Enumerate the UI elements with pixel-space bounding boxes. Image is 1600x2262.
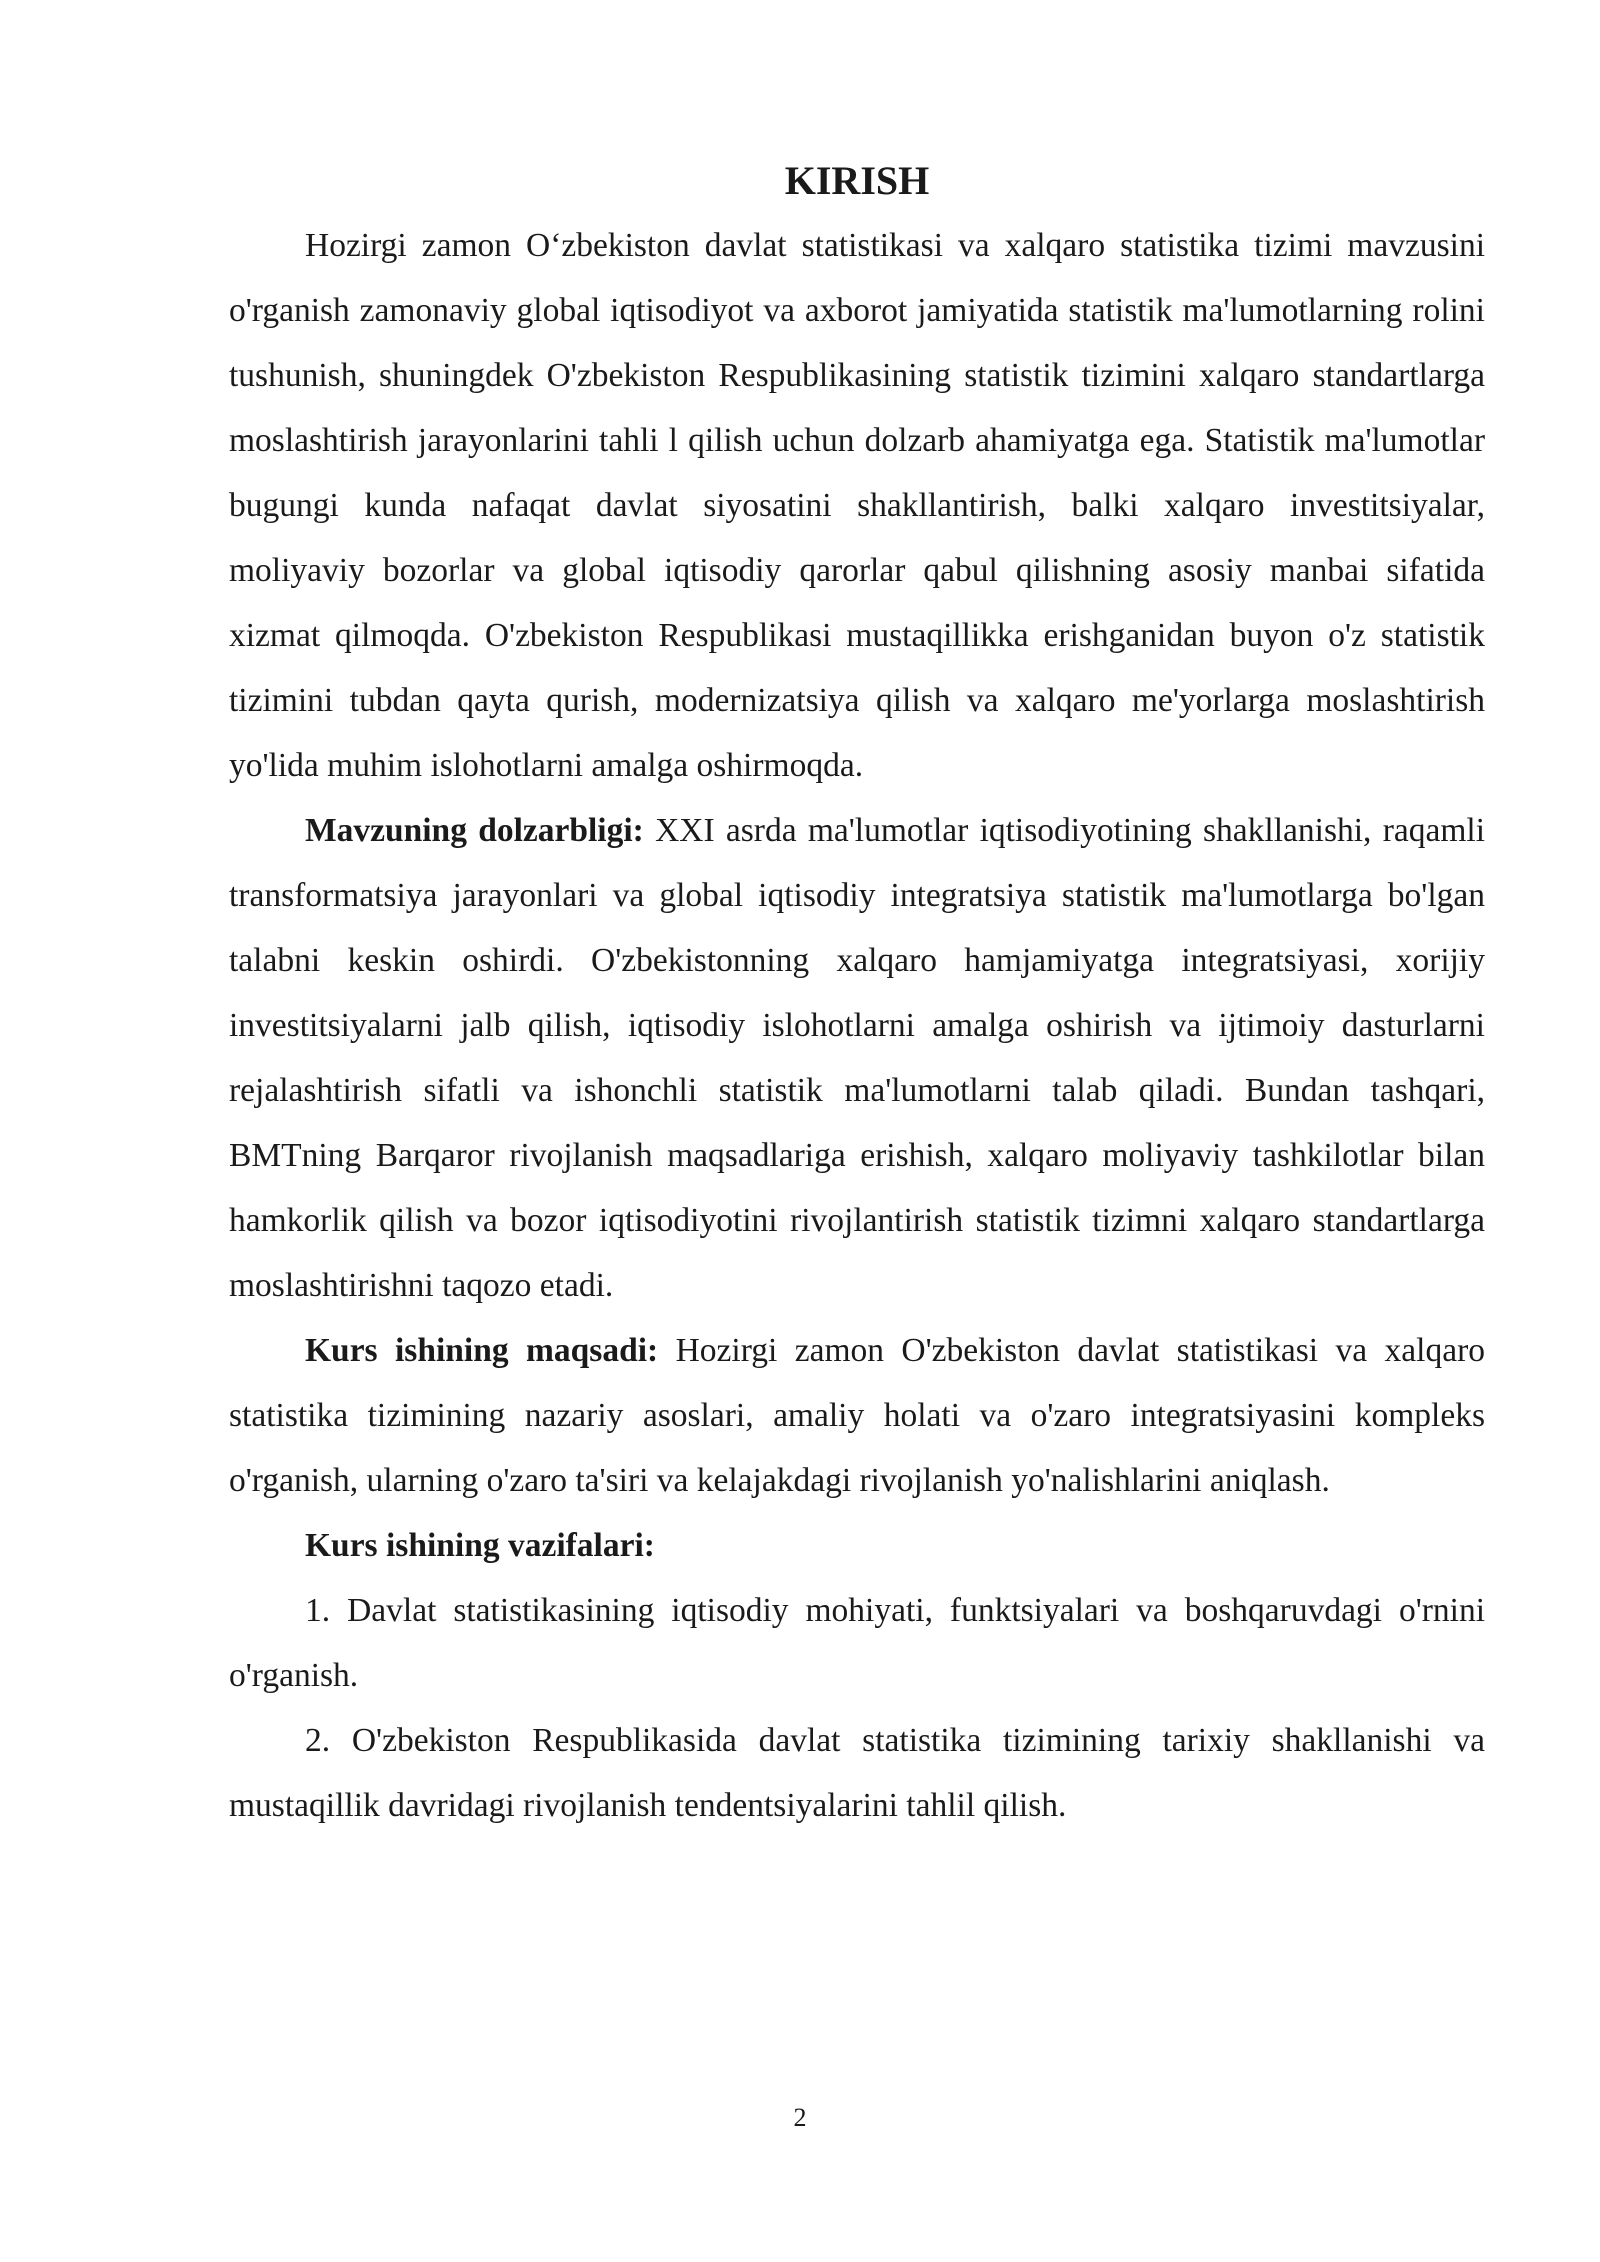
relevance-paragraph	[229, 798, 1485, 1318]
paragraph-text: 2. O'zbekiston Respublikasida davlat statistika tizimining tarixiy shakllanishi va mustaqillik davridagi rivojlanish tendentsiyalarini tahlil qilish.	[229, 1722, 1485, 1824]
task-item-2	[229, 1708, 1485, 1838]
intro-paragraph	[229, 213, 1485, 798]
section-title: KIRISH	[784, 158, 930, 203]
paragraph-lead: Kurs ishining maqsadi:	[305, 1332, 659, 1369]
paragraph-lead: Kurs ishining vazifalari:	[305, 1527, 655, 1564]
paragraph-text: XXI asrda ma'lumotlar iqtisodiyotining shakllanishi, raqamli transformatsiya jarayonlari va global iqtisodiy integratsiya statistik ma'lumotlarga bo'lgan talabni keskin oshirdi. O'zbekistonning xalqaro hamjamiyatga integratsiyasi, xorijiy investitsiyalarni jalb qilish, iqtisodiy islohotlarni amalga oshirish va ijtimoiy dasturlarni rejalashtirish sifatli va ishonchli statistik ma'lumotlarni talab qiladi. Bundan tashqari, BMTning Barqaror rivojlanish maqsadlariga erishish, xalqaro moliyaviy tashkilotlar bilan hamkorlik qilish va bozor iqtisodiyotini rivojlantirish statistik tizimni xalqaro standartlarga moslashtirishni taqozo etadi.	[229, 812, 1486, 1304]
task-item-1	[229, 1578, 1485, 1708]
page-content	[229, 148, 1485, 1838]
paragraph-lead: Mavzuning dolzarbligi:	[305, 812, 644, 849]
paragraph-text: Hozirgi zamon O'zbekiston davlat statistikasi va xalqaro statistika tizimining nazariy asoslari, amaliy holati va o'zaro integratsiyasini kompleks o'rganish, ularning o'zaro ta'siri va kelajakdagi rivojlanish yo'nalishlarini aniqlash.	[229, 1332, 1485, 1499]
goal-paragraph	[229, 1318, 1485, 1513]
paragraph-text: 1. Davlat statistikasining iqtisodiy mohiyati, funktsiyalari va boshqaruvdagi o'rnini o'rganish.	[229, 1592, 1485, 1694]
tasks-heading-paragraph	[229, 1513, 1485, 1578]
page-number: 2	[793, 2103, 807, 2132]
paragraph-text: Hozirgi zamon O‘zbekiston davlat statistikasi va xalqaro statistika tizimi mavzusini o'rganish zamonaviy global iqtisodiyot va axborot jamiyatida statistik ma'lumotlarning rolini tushunish, shuningdek O'zbekiston Respublikasining statistik tizimini xalqaro standartlarga moslashtirish jarayonlarini tahli l qilish uchun dolzarb ahamiyatga ega. Statistik ma'lumotlar bugungi kunda nafaqat davlat siyosatini shakllantirish, balki xalqaro investitsiyalar, moliyaviy bozorlar va global iqtisodiy qarorlar qabul qilishning asosiy manbai sifatida xizmat qilmoqda. O'zbekiston Respublikasi mustaqillikka erishganidan buyon o'z statistik tizimini tubdan qayta qurish, modernizatsiya qilish va xalqaro me'yorlarga moslashtirish yo'lida muhim islohotlarni amalga oshirmoqda.	[229, 227, 1485, 784]
